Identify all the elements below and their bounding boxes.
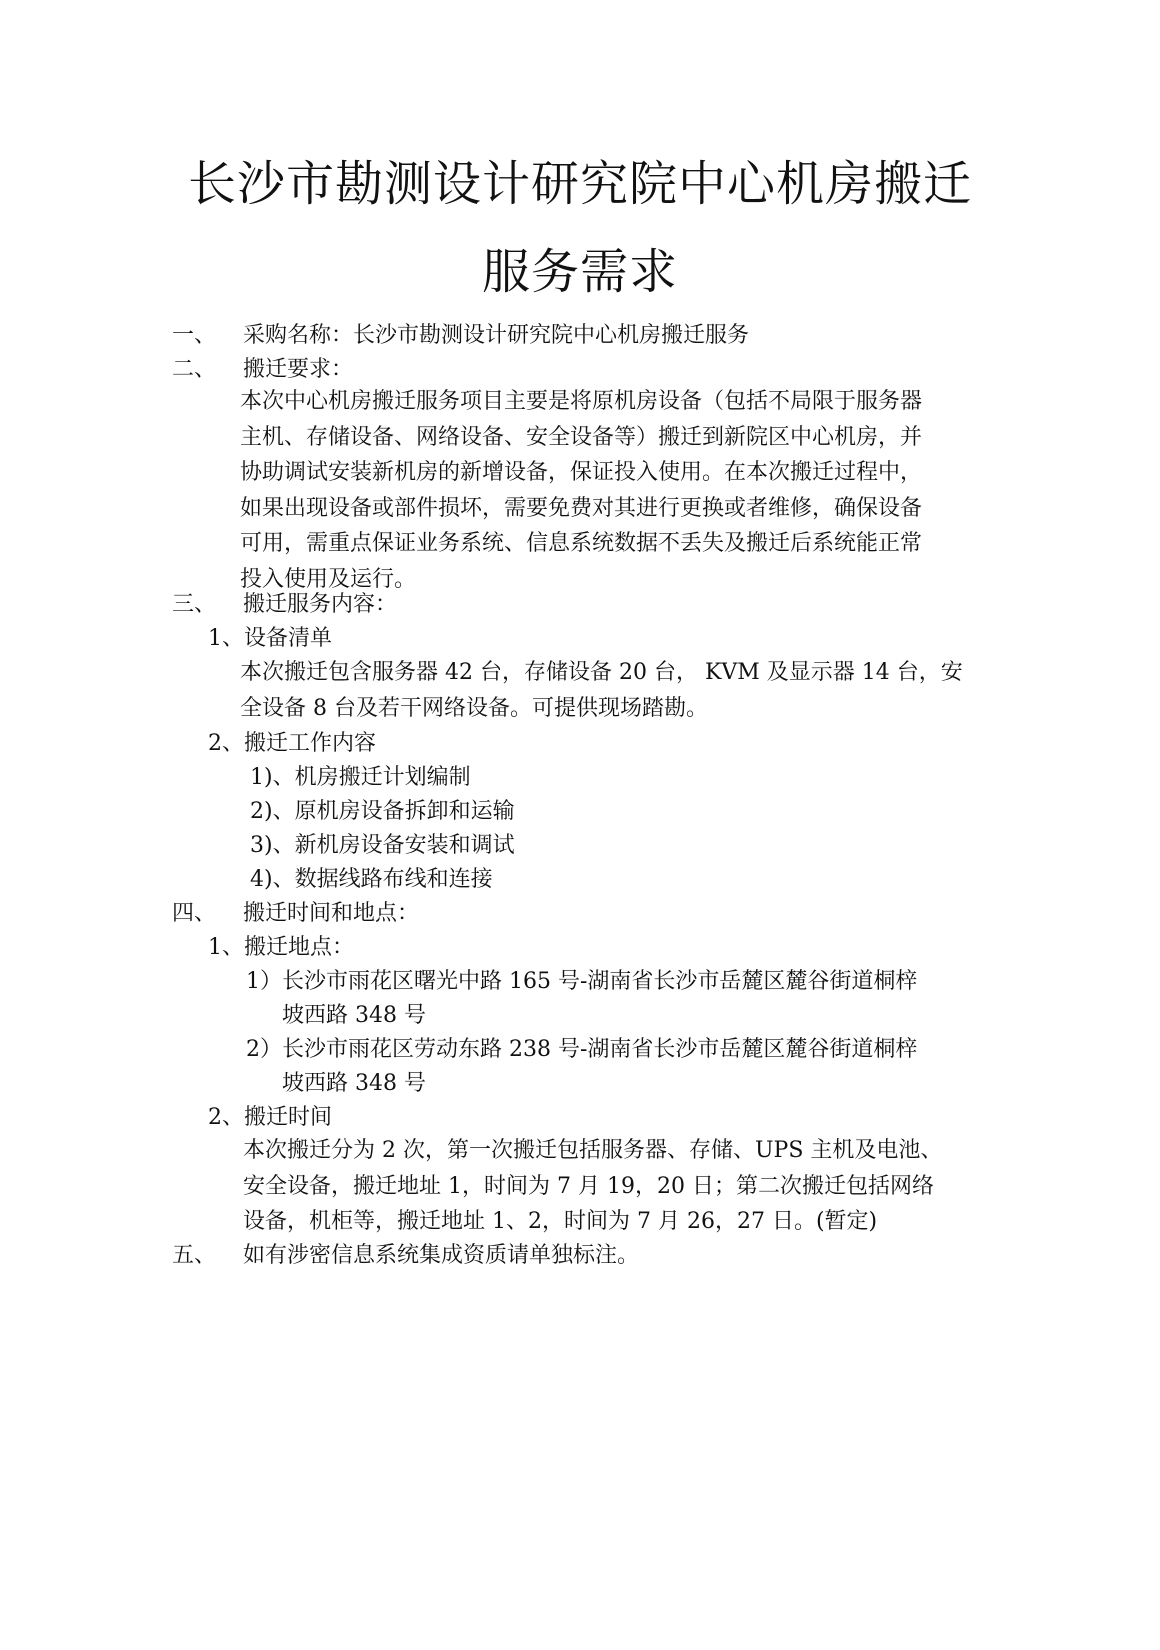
list-item: 3)、新机房设备安装和调试	[250, 833, 515, 858]
section-4-sub-1-heading: 1、搬迁地点：	[208, 935, 354, 960]
paragraph-line: 本次中心机房搬迁服务项目主要是将原机房设备（包括不局限于服务器	[240, 389, 923, 414]
section-4-sub-2-heading: 2、搬迁时间	[208, 1105, 332, 1130]
section-3-sub-1-paragraph	[240, 655, 963, 726]
section-4-heading: 搬迁时间和地点：	[243, 901, 420, 926]
section-1-number: 一、	[172, 323, 217, 348]
section-3-sub-2-heading: 2、搬迁工作内容	[208, 731, 376, 756]
address-line: 1）长沙市雨花区曙光中路 165 号-湖南省长沙市岳麓区麓谷街道桐梓	[246, 969, 918, 994]
section-2-heading: 搬迁要求：	[243, 357, 354, 382]
section-5-number: 五、	[172, 1243, 217, 1268]
section-5-text: 如有涉密信息系统集成资质请单独标注。	[243, 1243, 640, 1268]
paragraph-line: 协助调试安装新机房的新增设备，保证投入使用。在本次搬迁过程中，	[240, 460, 923, 485]
paragraph-line: 设备，机柜等，搬迁地址 1、2，时间为 7 月 26，27 日。(暂定)	[243, 1209, 878, 1234]
address-line: 2）长沙市雨花区劳动东路 238 号-湖南省长沙市岳麓区麓谷街道桐梓	[246, 1037, 918, 1062]
paragraph-line: 安全设备，搬迁地址 1，时间为 7 月 19，20 日；第二次搬迁包括网络	[243, 1173, 934, 1199]
section-1-text: 采购名称：长沙市勘测设计研究院中心机房搬迁服务	[243, 323, 750, 348]
paragraph-line: 可用，需重点保证业务系统、信息系统数据不丢失及搬迁后系统能正常	[240, 531, 923, 556]
paragraph-line: 投入使用及运行。	[240, 566, 417, 592]
paragraph-line: 本次搬迁分为 2 次，第一次搬迁包括服务器、存储、UPS 主机及电池、	[243, 1138, 943, 1163]
section-3-number: 三、	[172, 592, 217, 617]
section-2-number: 二、	[172, 357, 217, 382]
section-3-sub-1-heading: 1、设备清单	[208, 626, 332, 651]
paragraph-line: 主机、存储设备、网络设备、安全设备等）搬迁到新院区中心机房，并	[240, 424, 923, 450]
address-line: 坡西路 348 号	[282, 1071, 426, 1096]
section-4-sub-2-paragraph	[243, 1133, 942, 1240]
list-item: 2)、原机房设备拆卸和运输	[250, 799, 515, 824]
document-title-line-1: 长沙市勘测设计研究院中心机房搬迁	[187, 156, 972, 212]
section-2-paragraph	[240, 384, 922, 597]
section-4-number: 四、	[172, 901, 217, 926]
list-item: 4)、数据线路布线和连接	[250, 867, 493, 892]
paragraph-line: 如果出现设备或部件损坏，需要免费对其进行更换或者维修，确保设备	[240, 495, 923, 521]
address-line: 坡西路 348 号	[282, 1003, 426, 1028]
section-3-heading: 搬迁服务内容：	[243, 592, 398, 617]
paragraph-line: 本次搬迁包含服务器 42 台，存储设备 20 台， KVM 及显示器 14 台，安	[240, 660, 963, 685]
document-title-line-2: 服务需求	[481, 244, 678, 300]
paragraph-line: 全设备 8 台及若干网络设备。可提供现场踏勘。	[240, 695, 708, 721]
list-item: 1)、机房搬迁计划编制	[250, 765, 471, 790]
